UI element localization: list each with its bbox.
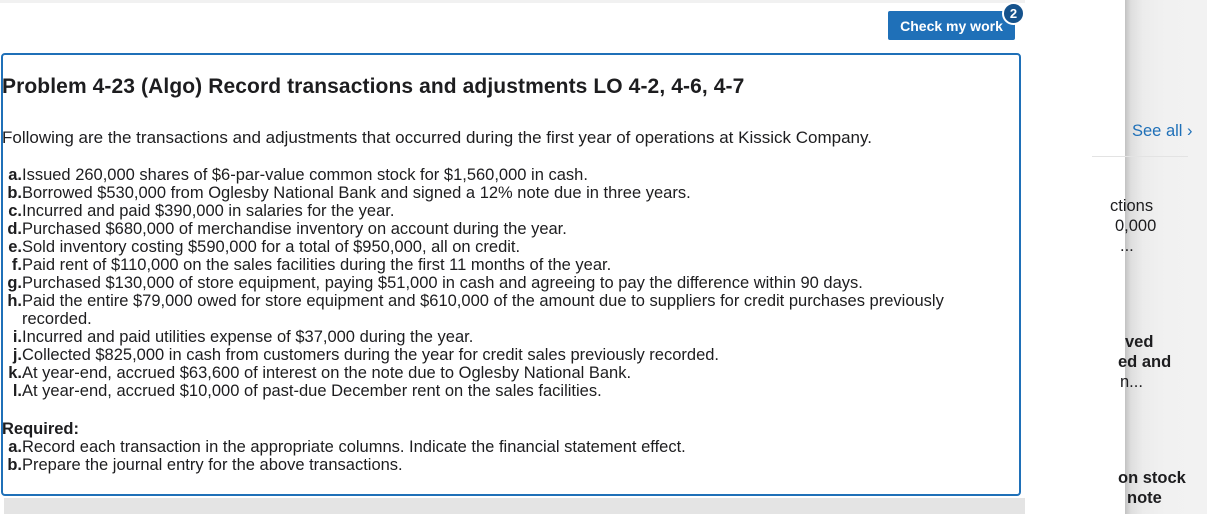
item-letter: f. xyxy=(11,256,22,274)
item-text: Record each transaction in the appropriate columns. Indicate the financial statement effect. xyxy=(22,438,686,456)
item-text: Issued 260,000 shares of $6-par-value common stock for $1,560,000 in cash. xyxy=(22,166,588,184)
item-text: Prepare the journal entry for the above transactions. xyxy=(22,456,403,474)
side-panel xyxy=(1025,0,1125,514)
item-text: Paid the entire $79,000 owed for store equipment and $610,000 of the amount due to suppliers for credit purchases previously recorded. xyxy=(22,292,944,328)
sidebar-fragment: ctions xyxy=(1110,197,1154,215)
top-divider xyxy=(0,0,1125,3)
item-letter: a. xyxy=(8,438,22,456)
item-letter: h. xyxy=(7,292,22,310)
required-item-b xyxy=(0,456,960,474)
item-text: Purchased $130,000 of store equipment, paying $51,000 in cash and agreeing to pay the difference within 90 days. xyxy=(22,274,863,292)
item-text: Sold inventory costing $590,000 for a total of $950,000, all on credit. xyxy=(22,238,521,256)
transaction-item-b xyxy=(0,184,960,202)
sidebar-fragment: ... xyxy=(1120,237,1134,255)
sidebar-divider xyxy=(1092,156,1188,157)
required-heading: Required: xyxy=(2,420,80,438)
check-my-work-button[interactable]: Check my work xyxy=(888,11,1015,40)
item-letter: j. xyxy=(12,346,22,364)
transaction-item-c xyxy=(0,202,960,220)
panel-shadow xyxy=(1125,0,1207,514)
transaction-item-j xyxy=(0,346,960,364)
item-text: At year-end, accrued $10,000 of past-due December rent on the sales facilities. xyxy=(22,382,602,400)
item-text: Paid rent of $110,000 on the sales facilities during the first 11 months of the year. xyxy=(22,256,612,274)
required-list xyxy=(0,438,960,474)
item-letter: l. xyxy=(12,382,22,400)
item-letter: g. xyxy=(7,274,22,292)
sidebar-fragment: ed and xyxy=(1118,353,1172,371)
transaction-item-l xyxy=(0,382,960,400)
check-count-badge: 2 xyxy=(1002,2,1025,25)
transaction-item-f xyxy=(0,256,960,274)
item-text: Borrowed $530,000 from Oglesby National Bank and signed a 12% note due in three years. xyxy=(22,184,691,202)
required-item-a xyxy=(0,438,960,456)
item-letter: i. xyxy=(12,328,22,346)
item-letter: c. xyxy=(8,202,22,220)
transaction-item-i xyxy=(0,328,960,346)
sidebar-fragment: n... xyxy=(1120,373,1143,391)
problem-intro: Following are the transactions and adjustments that occurred during the first year of operations at Kissick Company. xyxy=(2,128,872,147)
transaction-item-k xyxy=(0,364,960,382)
see-all-link[interactable]: See all › xyxy=(1132,122,1193,140)
sidebar-fragment: on stock xyxy=(1118,469,1186,487)
problem-title: Problem 4-23 (Algo) Record transactions and adjustments LO 4-2, 4-6, 4-7 xyxy=(2,75,745,98)
transaction-item-g xyxy=(0,274,960,292)
sidebar-fragment: note xyxy=(1127,489,1162,507)
item-text: Purchased $680,000 of merchandise inventory on account during the year. xyxy=(22,220,567,238)
item-letter: k. xyxy=(8,364,22,382)
transaction-item-e xyxy=(0,238,960,256)
item-text: Incurred and paid utilities expense of $37,000 during the year. xyxy=(22,328,474,346)
item-letter: e. xyxy=(8,238,22,256)
item-letter: b. xyxy=(7,456,22,474)
transaction-item-a xyxy=(0,166,960,184)
transaction-item-d xyxy=(0,220,960,238)
item-letter: b. xyxy=(7,184,22,202)
item-letter: d. xyxy=(7,220,22,238)
item-text: Incurred and paid $390,000 in salaries for the year. xyxy=(22,202,395,220)
transaction-item-h xyxy=(0,292,960,328)
answer-area-top xyxy=(4,498,1025,514)
transaction-list xyxy=(0,166,960,400)
item-text: Collected $825,000 in cash from customers during the year for credit sales previously recorded. xyxy=(22,346,720,364)
item-letter: a. xyxy=(8,166,22,184)
item-text: At year-end, accrued $63,600 of interest on the note due to Oglesby National Bank. xyxy=(22,364,632,382)
sidebar-fragment: ved xyxy=(1125,333,1154,351)
sidebar-fragment: 0,000 xyxy=(1115,217,1157,235)
